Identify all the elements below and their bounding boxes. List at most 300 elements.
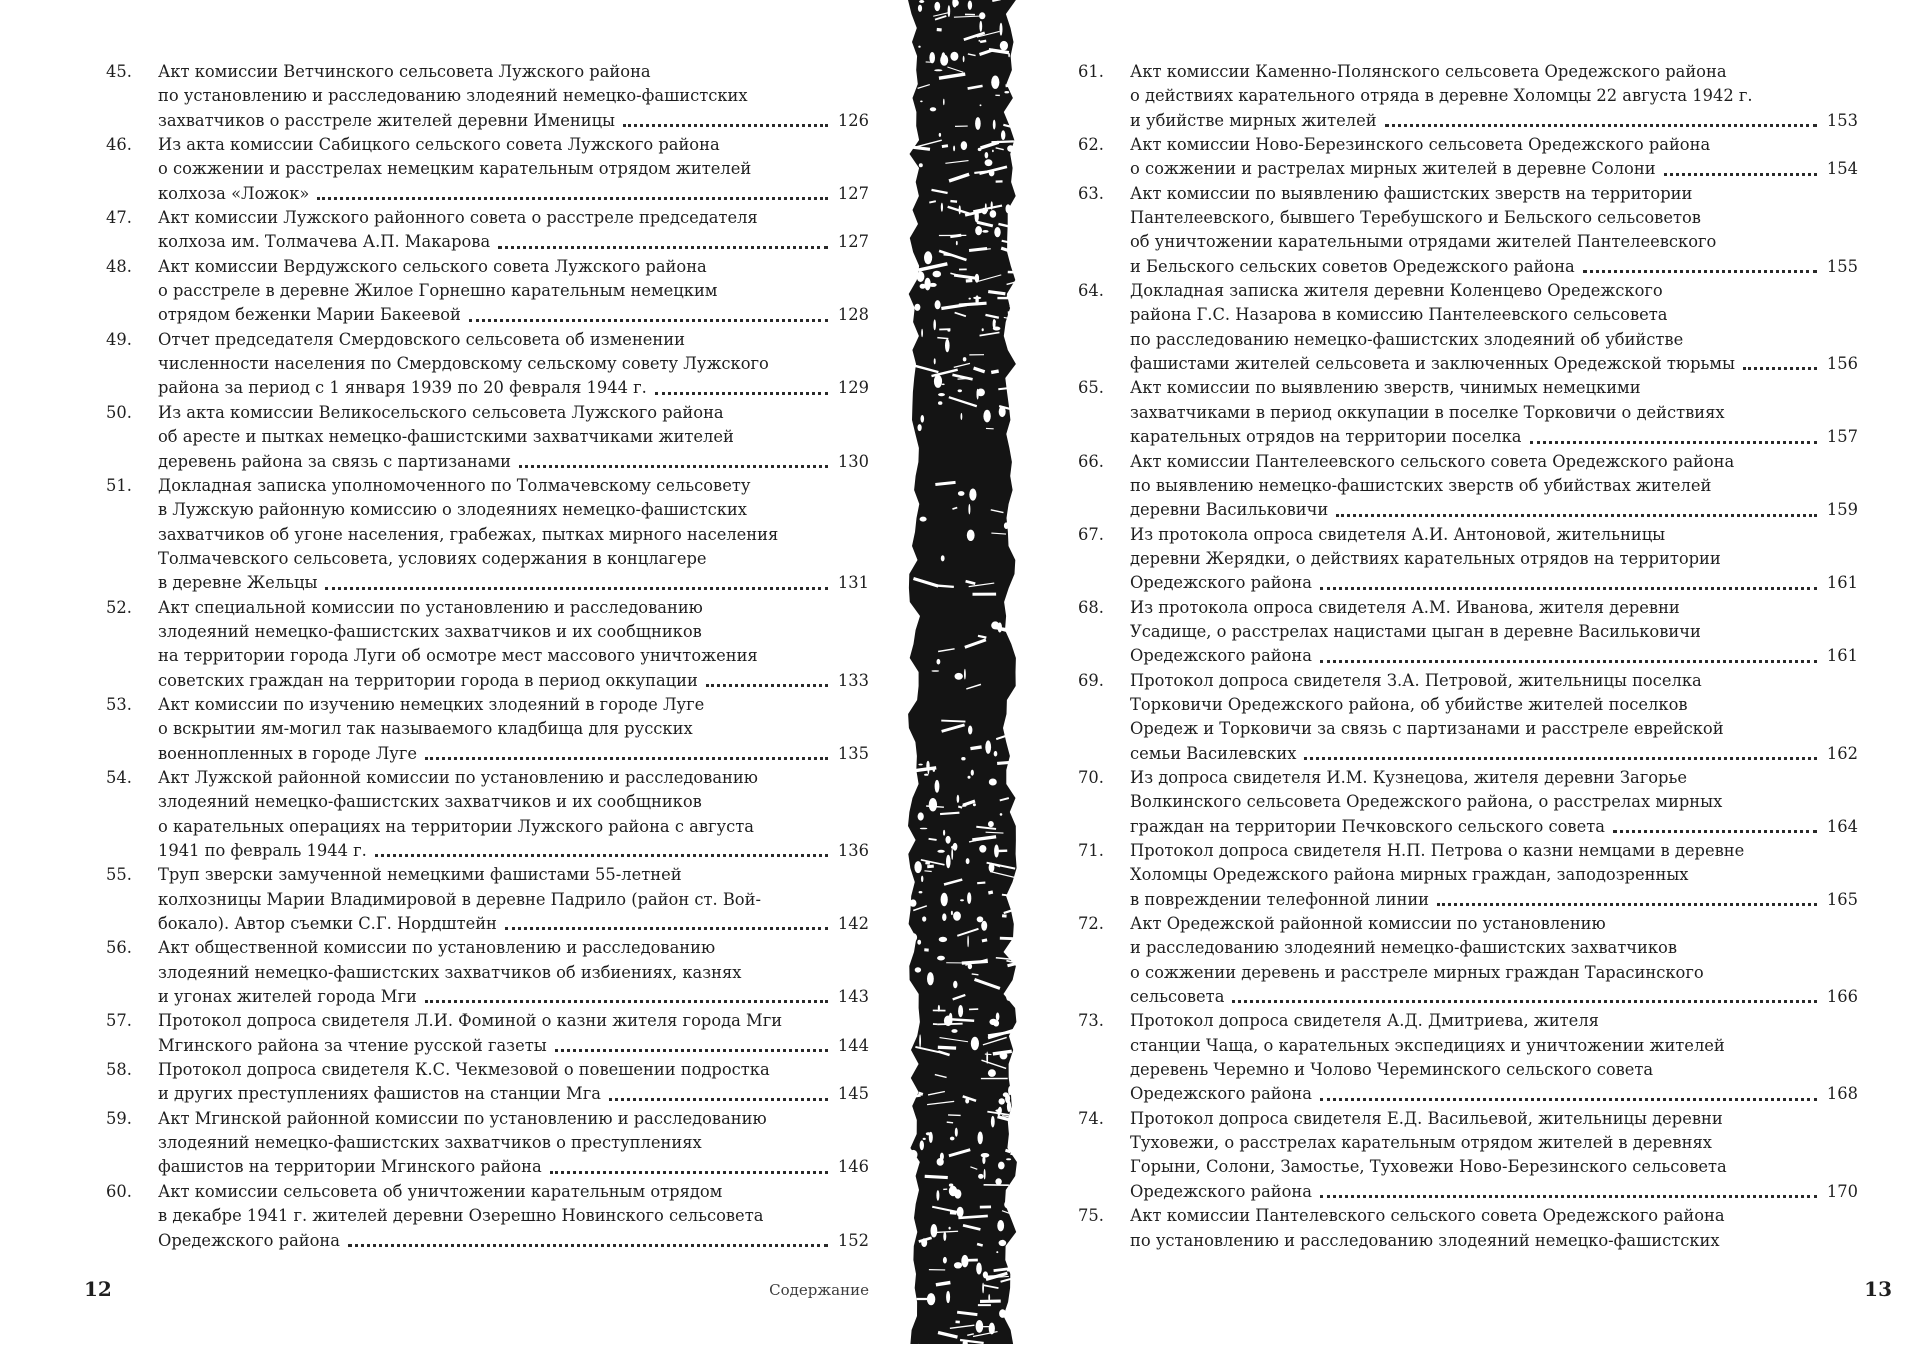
toc-entry[interactable] — [1078, 182, 1858, 279]
toc-entry[interactable] — [106, 401, 869, 474]
ink-speckle — [991, 201, 993, 210]
entry-last-line — [1130, 815, 1858, 839]
toc-entry[interactable] — [1078, 669, 1858, 766]
entry-last-line — [1130, 157, 1858, 181]
ink-scratch — [965, 14, 975, 16]
ink-scratch — [939, 235, 966, 236]
ink-speckle — [939, 133, 941, 137]
ink-speckle — [921, 876, 923, 882]
ink-speckle — [1000, 23, 1003, 36]
entry-title-line: и угонах жителей города Мги — [158, 987, 417, 1007]
entry-title-line: колхоза «Ложок» — [158, 183, 310, 203]
ink-speckle — [918, 764, 922, 766]
ink-speckle — [942, 913, 946, 921]
entry-title-line: о карательных операциях на территории Лужского района с августа — [158, 816, 754, 836]
ink-speckle — [963, 1341, 968, 1346]
ink-speckle — [979, 40, 981, 42]
entry-page-number: 161 — [1826, 573, 1858, 593]
entry-title-line: Акт Оредежской районной комиссии по установлению — [1130, 914, 1606, 934]
ink-speckle — [979, 21, 982, 32]
ink-speckle — [931, 1224, 938, 1237]
dot-leader — [425, 979, 828, 1003]
ink-speckle — [937, 956, 945, 961]
entry-last-line — [1130, 571, 1858, 595]
entry-number: 64. — [1078, 281, 1104, 301]
entry-title — [158, 1058, 869, 1107]
ink-speckle — [955, 1128, 958, 1137]
entry-title-line: по установлению и расследованию злодеяний немецко-фашистских — [1130, 1230, 1720, 1250]
ink-speckle — [968, 504, 970, 515]
toc-entry[interactable] — [106, 693, 869, 766]
entry-title-line: о расстреле в деревне Жилое Горнешно карательным немецким — [158, 281, 718, 301]
dot-leader — [1664, 151, 1817, 175]
entry-title-line: колхозницы Марии Владимировой в деревне Падрило (район ст. Вой- — [158, 889, 761, 909]
entry-title-line: Протокол допроса свидетеля А.Д. Дмитриева, жителя — [1130, 1011, 1599, 1031]
ink-speckle — [965, 1098, 969, 1103]
entry-last-line — [158, 669, 869, 693]
entry-title — [158, 255, 869, 328]
ink-speckle — [992, 150, 994, 153]
entry-title-line: Волкинского сельсовета Оредежского района, о расстрелах мирных — [1130, 792, 1723, 812]
ink-speckle — [990, 210, 997, 218]
entry-last-line — [158, 742, 869, 766]
entry-title-line: злодеяний немецко-фашистских захватчиков и их сообщников — [158, 792, 702, 812]
entry-page-number: 127 — [837, 183, 869, 203]
ink-speckle — [985, 159, 993, 166]
ink-speckle — [999, 1309, 1006, 1318]
dot-leader — [1304, 736, 1817, 760]
ink-speckle — [948, 5, 951, 17]
entry-title-line: Акт общественной комиссии по установлению и расследованию — [158, 938, 716, 958]
ink-speckle — [910, 933, 917, 941]
ink-scratch — [1009, 1316, 1018, 1321]
entry-last-line — [158, 1082, 869, 1106]
entry-title-line: Холомцы Оредежского района мирных граждан, заподозренных — [1130, 865, 1689, 885]
entry-title — [158, 474, 869, 596]
entry-title — [1130, 279, 1858, 376]
entry-title-line: о вскрытии ям-могил так называемого кладбища для русских — [158, 719, 693, 739]
ink-speckle — [979, 845, 986, 853]
dot-leader — [375, 833, 828, 857]
ink-speckle — [980, 104, 982, 106]
toc-entry[interactable] — [106, 1009, 869, 1058]
dot-leader — [706, 663, 828, 687]
ink-scratch — [969, 1008, 978, 1010]
toc-entry[interactable] — [106, 133, 869, 206]
entry-page-number: 157 — [1826, 427, 1858, 447]
entry-page-number: 156 — [1826, 354, 1858, 374]
entry-page-number: 136 — [837, 841, 869, 860]
ink-speckle — [1003, 1092, 1009, 1097]
ink-speckle — [954, 1262, 962, 1268]
entry-last-line — [158, 839, 869, 863]
dot-leader — [348, 1223, 828, 1247]
entry-page-number: 133 — [837, 670, 869, 690]
entry-page-number: 130 — [837, 451, 869, 471]
page-number: 12 — [84, 1277, 112, 1301]
entry-title — [1130, 669, 1858, 766]
ink-speckle — [981, 1153, 990, 1158]
toc-entry[interactable] — [1078, 766, 1858, 839]
entry-title-line: Докладная записка уполномоченного по Толмачевскому сельсовету — [158, 475, 751, 495]
ink-scratch — [1008, 271, 1015, 274]
ink-speckle — [958, 1005, 963, 1017]
toc-entry[interactable] — [1078, 912, 1858, 1009]
entry-title-line: Протокол допроса свидетеля З.А. Петровой, жительницы поселка — [1130, 670, 1702, 690]
entry-title — [158, 1180, 869, 1253]
ink-scratch — [973, 593, 997, 596]
entry-title-line: Докладная записка жителя деревни Коленцево Оредежского — [1130, 281, 1663, 301]
entry-number: 48. — [106, 256, 132, 276]
entry-last-line — [158, 1229, 869, 1253]
entry-last-line — [1130, 644, 1858, 668]
ink-speckle — [968, 964, 972, 970]
toc-list — [106, 60, 869, 1253]
ink-speckle — [918, 812, 924, 820]
toc-entry[interactable] — [1078, 1009, 1858, 1106]
entry-title-line: фашистов на территории Мгинского района — [158, 1157, 542, 1177]
toc-entry[interactable] — [106, 60, 869, 133]
ink-speckle — [1004, 1201, 1011, 1209]
toc-entry[interactable] — [106, 766, 869, 863]
ink-speckle — [924, 774, 928, 776]
toc-entry[interactable] — [1078, 450, 1858, 523]
ink-scratch — [997, 297, 1018, 299]
ink-speckle — [950, 1137, 955, 1141]
ink-speckle — [982, 208, 988, 215]
toc-entry[interactable] — [106, 255, 869, 328]
entry-title-line: злодеяний немецко-фашистских захватчиков об избиениях, казнях — [158, 962, 742, 982]
ink-speckle — [941, 555, 945, 561]
entry-page-number: 129 — [837, 378, 869, 398]
ink-speckle — [1000, 813, 1003, 816]
entry-last-line — [158, 182, 869, 206]
entry-page-number: 159 — [1826, 500, 1858, 520]
toc-entry[interactable] — [1078, 596, 1858, 669]
ink-scratch — [1010, 305, 1018, 307]
ink-speckle — [999, 406, 1006, 417]
entry-title-line: Оредежского района — [1130, 1084, 1312, 1104]
toc-entry[interactable] — [106, 1107, 869, 1180]
entry-title-line: деревень района за связь с партизанами — [158, 451, 511, 471]
toc-list — [1078, 60, 1858, 1253]
ink-speckle — [968, 776, 971, 779]
ink-speckle — [946, 836, 951, 844]
ink-speckle — [956, 241, 958, 245]
entry-page-number: 128 — [837, 305, 869, 325]
entry-title-line: Туховежи, о расстрелах карательным отрядом жителей в деревнях — [1130, 1133, 1712, 1153]
ink-speckle — [1004, 91, 1009, 93]
ink-speckle — [938, 393, 945, 396]
ink-speckle — [971, 770, 974, 776]
ink-scratch — [995, 95, 1000, 96]
entry-page-number: 145 — [837, 1084, 869, 1104]
ink-speckle — [923, 1345, 925, 1355]
ink-speckle — [918, 46, 920, 48]
toc-entry[interactable] — [1078, 60, 1858, 133]
dot-leader — [1437, 882, 1817, 906]
ink-speckle — [933, 769, 935, 772]
ink-speckle — [937, 850, 944, 853]
entry-title-line: Из протокола опроса свидетеля А.И. Антоновой, жительницы — [1130, 524, 1666, 544]
ink-speckle — [940, 1153, 944, 1161]
ink-speckle — [917, 271, 925, 282]
ink-speckle — [943, 1257, 947, 1264]
ink-speckle — [923, 1138, 926, 1140]
ink-speckle — [939, 937, 947, 942]
entry-title-line: численности населения по Смердовскому сельскому совету Лужского — [158, 354, 769, 374]
ink-speckle — [917, 1344, 919, 1347]
entry-number: 69. — [1078, 670, 1104, 690]
entry-title-line: Акт специальной комиссии по установлению и расследованию — [158, 597, 703, 617]
entry-title — [158, 693, 869, 766]
entry-title-line: граждан на территории Печковского сельского совета — [1130, 816, 1605, 836]
dot-leader — [1320, 1076, 1817, 1100]
ink-speckle — [961, 757, 965, 760]
entry-number: 61. — [1078, 62, 1104, 81]
ink-scratch — [980, 1300, 1001, 1303]
entry-title-line: фашистами жителей сельсовета и заключенных Оредежской тюрьмы — [1130, 354, 1735, 374]
entry-title — [158, 936, 869, 1009]
entry-title — [1130, 596, 1858, 669]
ink-speckle — [934, 2, 940, 11]
entry-title-line: Усадище, о расстрелах нацистами цыган в деревне Васильковичи — [1130, 621, 1701, 641]
entry-title — [158, 766, 869, 863]
ink-speckle — [958, 389, 962, 392]
entry-page-number: 127 — [837, 232, 869, 252]
toc-entry[interactable] — [106, 1180, 869, 1253]
entry-title-line: о действиях карательного отряда в деревне Холомцы 22 августа 1942 г. — [1130, 86, 1753, 106]
entry-title-line: Акт комиссии Лужского районного совета о расстреле председателя — [158, 208, 758, 228]
ink-speckle — [982, 1283, 984, 1294]
ink-speckle — [971, 1037, 979, 1051]
entry-title-line: в декабре 1941 г. жителей деревни Озерешно Новинского сельсовета — [158, 1206, 764, 1226]
entry-number: 49. — [106, 329, 132, 349]
ink-speckle — [963, 56, 965, 62]
entry-title-line: колхоза им. Толмачева А.П. Макарова — [158, 232, 491, 252]
entry-title-line: Акт Мгинской районной комиссии по установлению и расследованию — [158, 1108, 767, 1128]
toc-entry[interactable] — [106, 596, 869, 693]
entry-number: 59. — [106, 1108, 132, 1128]
entry-number: 52. — [106, 597, 132, 617]
entry-title-line: Акт комиссии Каменно-Полянского сельсовета Оредежского района — [1130, 62, 1727, 81]
entry-title-line: Акт комиссии по изучению немецких злодеяний в городе Луге — [158, 694, 705, 714]
entry-page-number: 142 — [837, 914, 869, 934]
ink-speckle — [936, 1190, 939, 1201]
ink-scratch — [981, 1326, 995, 1328]
ink-speckle — [993, 320, 996, 324]
ink-speckle — [938, 401, 942, 405]
ink-speckle — [953, 843, 958, 851]
toc-entry[interactable] — [106, 863, 869, 936]
entry-number: 45. — [106, 62, 132, 81]
entry-title — [1130, 523, 1858, 596]
entry-page-number: 161 — [1826, 646, 1858, 666]
toc-entry[interactable] — [1078, 1204, 1858, 1253]
entry-number: 47. — [106, 208, 132, 228]
entry-title-line: бокало). Автор съемки С.Г. Нордштейн — [158, 914, 497, 934]
ink-speckle — [909, 1150, 917, 1160]
ink-speckle — [933, 319, 936, 330]
entry-number: 56. — [106, 938, 132, 958]
entry-last-line — [158, 985, 869, 1009]
entry-title — [158, 1107, 869, 1180]
ink-speckle — [929, 1132, 933, 1143]
entry-title-line: Торковичи Оредежского района, об убийстве жителей поселков — [1130, 694, 1688, 714]
ink-speckle — [937, 659, 941, 665]
dot-leader — [317, 176, 828, 200]
ink-speckle — [920, 1140, 924, 1150]
ink-speckle — [934, 358, 936, 364]
entry-page-number: 144 — [837, 1035, 869, 1055]
ink-speckle — [927, 764, 929, 774]
ink-speckle — [1006, 1158, 1011, 1160]
entry-title — [158, 1009, 869, 1058]
right-page — [1018, 0, 1920, 1355]
ink-speckle — [1009, 1308, 1011, 1313]
ink-speckle — [924, 251, 932, 264]
ink-speckle — [966, 858, 970, 864]
entry-number: 75. — [1078, 1206, 1104, 1226]
entry-last-line — [1130, 425, 1858, 449]
ink-scratch — [998, 850, 1007, 853]
ink-scratch — [978, 1304, 991, 1306]
ink-speckle — [975, 226, 982, 235]
ink-speckle — [910, 899, 917, 906]
entry-title-line: Толмачевского сельсовета, условиях содержания в концлагере — [158, 548, 707, 568]
entry-number: 53. — [106, 694, 132, 714]
ink-speckle — [968, 726, 972, 735]
ink-speckle — [933, 271, 942, 278]
entry-title — [158, 401, 869, 474]
toc-entry[interactable] — [1078, 279, 1858, 376]
toc-entry[interactable] — [1078, 376, 1858, 449]
entry-last-line — [1130, 498, 1858, 522]
entry-number: 50. — [106, 402, 132, 422]
entry-page-number: 164 — [1826, 816, 1858, 836]
toc-entry[interactable] — [106, 328, 869, 401]
entry-title-line: захватчиков о расстреле жителей деревни Именицы — [158, 110, 616, 130]
ink-speckle — [1007, 145, 1014, 152]
ink-speckle — [988, 821, 994, 827]
entry-title-line: Акт комиссии Ветчинского сельсовета Лужского района — [158, 62, 651, 81]
entry-title-line: и других преступлениях фашистов на станции Мга — [158, 1084, 601, 1104]
ink-speckle — [929, 798, 937, 811]
entry-title-line: отрядом беженки Марии Бакеевой — [158, 305, 461, 325]
ink-speckle — [946, 855, 951, 868]
toc-entry[interactable] — [106, 1058, 869, 1107]
dot-leader — [1320, 638, 1817, 662]
ink-speckle — [991, 76, 999, 89]
ink-speckle — [997, 1220, 1004, 1231]
entry-number: 62. — [1078, 135, 1104, 155]
entry-title-line: Акт комиссии Пантелевского сельского совета Оредежского района — [1130, 1206, 1725, 1226]
ink-speckle — [1002, 1240, 1004, 1243]
entry-number: 54. — [106, 767, 132, 787]
entry-number: 63. — [1078, 183, 1104, 203]
dot-leader — [498, 224, 828, 248]
ink-speckle — [914, 861, 921, 873]
entry-title-line: карательных отрядов на территории поселка — [1130, 427, 1522, 447]
entry-title — [158, 328, 869, 401]
entry-title-line: Протокол допроса свидетеля Е.Д. Васильевой, жительницы деревни — [1130, 1108, 1723, 1128]
ink-speckle — [920, 101, 923, 103]
ink-speckle — [941, 203, 943, 212]
entry-title-line: и убийстве мирных жителей — [1130, 110, 1377, 130]
ink-scratch — [955, 1321, 959, 1324]
dot-leader — [1336, 492, 1817, 516]
ink-speckle — [988, 1294, 990, 1302]
ink-speckle — [953, 981, 957, 989]
toc-entry[interactable] — [1078, 133, 1858, 182]
entry-title-line: Протокол допроса свидетеля Л.И. Фоминой о казни жителя города Мги — [158, 1011, 783, 1031]
dot-leader — [519, 444, 828, 468]
entry-title-line: Акт комиссии по выявлению зверств, чинимых немецкими — [1130, 378, 1641, 398]
entry-number: 65. — [1078, 378, 1104, 398]
entry-title-line: Пантелеевского, бывшего Теребушского и Бельского сельсоветов — [1130, 208, 1701, 228]
ink-scratch — [917, 1298, 932, 1300]
toc-entry[interactable] — [106, 936, 869, 1009]
toc-entry[interactable] — [106, 474, 869, 596]
ink-speckle — [921, 329, 923, 337]
ink-scratch — [939, 328, 950, 330]
ink-speckle — [996, 1013, 1000, 1021]
entry-page-number: 154 — [1826, 159, 1858, 179]
ink-speckle — [976, 1263, 982, 1275]
entry-title-line: Отчет председателя Смердовского сельсовета об изменении — [158, 329, 685, 349]
ink-speckle — [978, 1132, 983, 1145]
ink-speckle — [984, 1169, 986, 1180]
ink-speckle — [1000, 1052, 1008, 1059]
toc-entry[interactable] — [106, 206, 869, 255]
ink-speckle — [921, 415, 925, 423]
entry-page-number: 168 — [1826, 1084, 1858, 1104]
ink-speckle — [927, 972, 934, 985]
entry-page-number: 135 — [837, 743, 869, 763]
entry-last-line — [158, 109, 869, 133]
ink-speckle — [982, 328, 984, 331]
ink-speckle — [979, 12, 985, 19]
ink-speckle — [967, 530, 975, 541]
ink-speckle — [985, 740, 991, 753]
dot-leader — [1320, 565, 1817, 589]
page-number: 13 — [1864, 1277, 1892, 1301]
ink-speckle — [975, 274, 979, 283]
entry-page-number: 143 — [837, 987, 869, 1007]
toc-entry[interactable] — [1078, 523, 1858, 596]
entry-title-line: Акт комиссии Ново-Березинского сельсовета Оредежского района — [1130, 135, 1711, 155]
ink-speckle — [919, 891, 923, 893]
ink-speckle — [964, 669, 966, 680]
ink-speckle — [919, 1034, 921, 1047]
entry-title-line: Протокол допроса свидетеля К.С. Чекмезовой о повешении подростка — [158, 1060, 770, 1080]
ink-speckle — [954, 1189, 961, 1198]
dot-leader — [655, 370, 828, 394]
dot-leader — [1583, 249, 1817, 273]
ink-speckle — [962, 805, 967, 807]
entry-last-line — [158, 912, 869, 936]
gutter-ink-texture — [905, 0, 1018, 1355]
entry-title-line: захватчиков об угоне населения, грабежах, пытках мирного населения — [158, 524, 779, 544]
entry-number: 60. — [106, 1181, 132, 1201]
toc-entry[interactable] — [1078, 1107, 1858, 1204]
entry-title-line: станции Чаща, о карательных экспедициях и уничтожении жителей — [1130, 1035, 1725, 1055]
ink-speckle — [921, 1238, 927, 1247]
toc-entry[interactable] — [1078, 839, 1858, 912]
ink-speckle — [957, 795, 960, 803]
ink-speckle — [943, 830, 945, 836]
ink-speckle — [913, 273, 915, 281]
